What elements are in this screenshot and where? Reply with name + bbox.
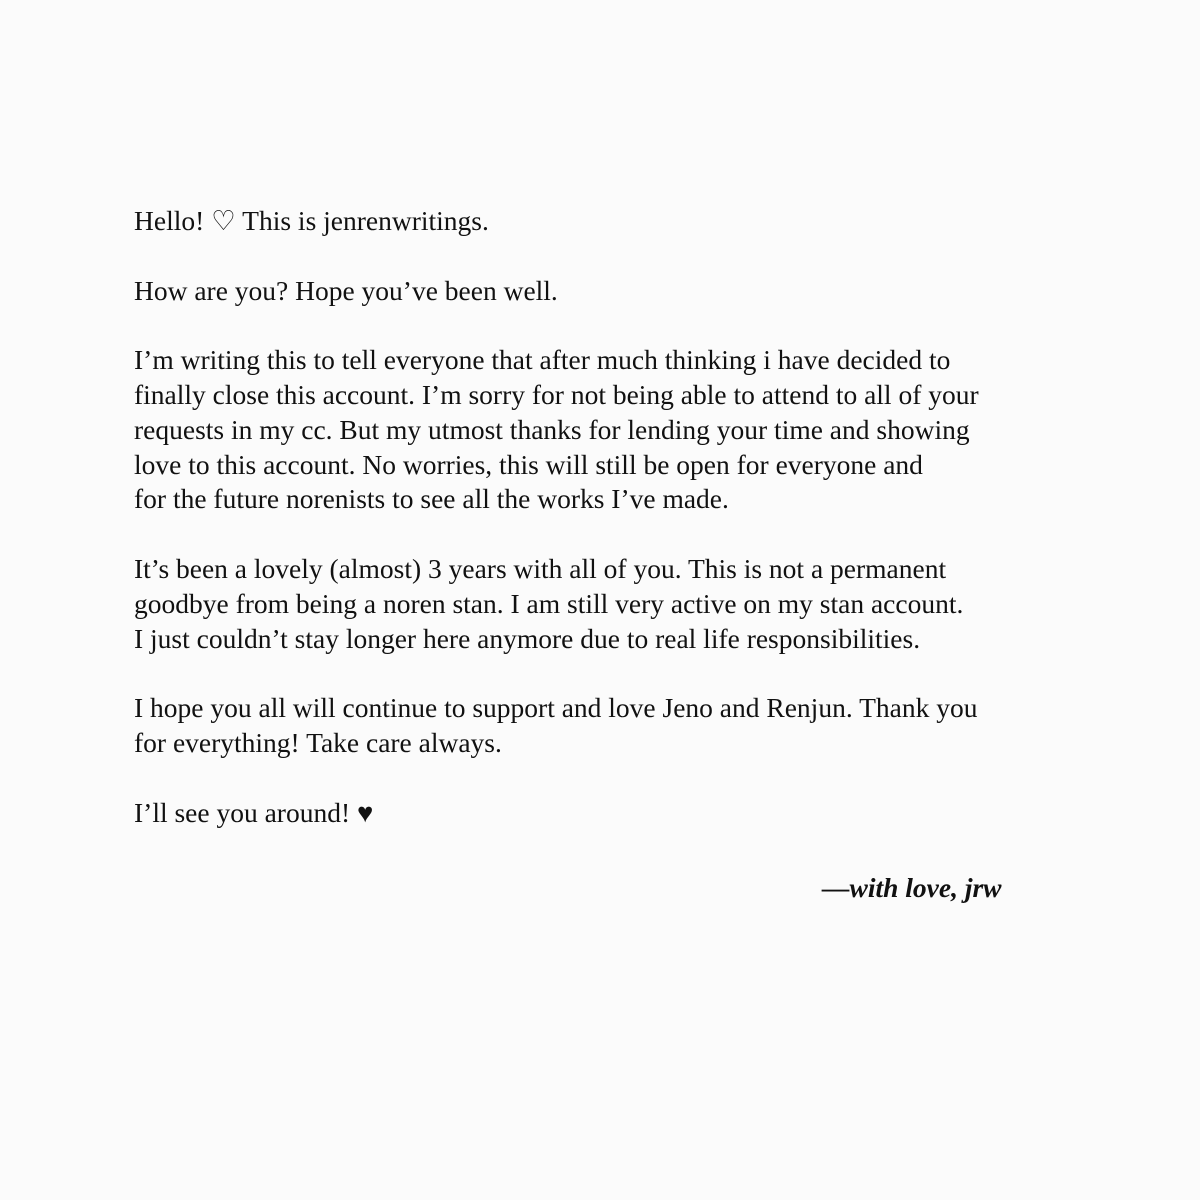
signature: —with love, jrw xyxy=(822,872,1002,903)
closing-paragraph xyxy=(134,796,1134,831)
announcement-paragraph xyxy=(134,343,1134,517)
letter-body xyxy=(134,204,1134,865)
paragraph-line: for everything! Take care always. xyxy=(134,726,502,758)
question-line: How are you? Hope you’ve been well. xyxy=(134,274,558,306)
greeting-line: Hello! ♡ This is jenrenwritings. xyxy=(134,205,489,236)
reflection-paragraph xyxy=(134,552,1134,656)
paragraph-line: finally close this account. I’m sorry for not being able to attend to all of your xyxy=(134,378,979,410)
paragraph-line: I hope you all will continue to support and love Jeno and Renjun. Thank you xyxy=(134,692,978,724)
thanks-paragraph xyxy=(134,691,1134,761)
paragraph-line: I just couldn’t stay longer here anymore due to real life responsibilities. xyxy=(134,622,921,654)
paragraph-line: goodbye from being a noren stan. I am still very active on my stan account. xyxy=(134,587,964,619)
paragraph-line: I’m writing this to tell everyone that after much thinking i have decided to xyxy=(134,344,951,376)
paragraph-line: for the future norenists to see all the works I’ve made. xyxy=(134,483,729,515)
paragraph-line: love to this account. No worries, this will still be open for everyone and xyxy=(134,448,923,480)
closing-line: I’ll see you around! ♥ xyxy=(134,796,374,828)
question-paragraph xyxy=(134,274,1134,309)
greeting-paragraph xyxy=(134,204,1134,239)
paragraph-line: It’s been a lovely (almost) 3 years with all of you. This is not a permanent xyxy=(134,552,947,584)
paragraph-line: requests in my cc. But my utmost thanks for lending your time and showing xyxy=(134,413,970,445)
